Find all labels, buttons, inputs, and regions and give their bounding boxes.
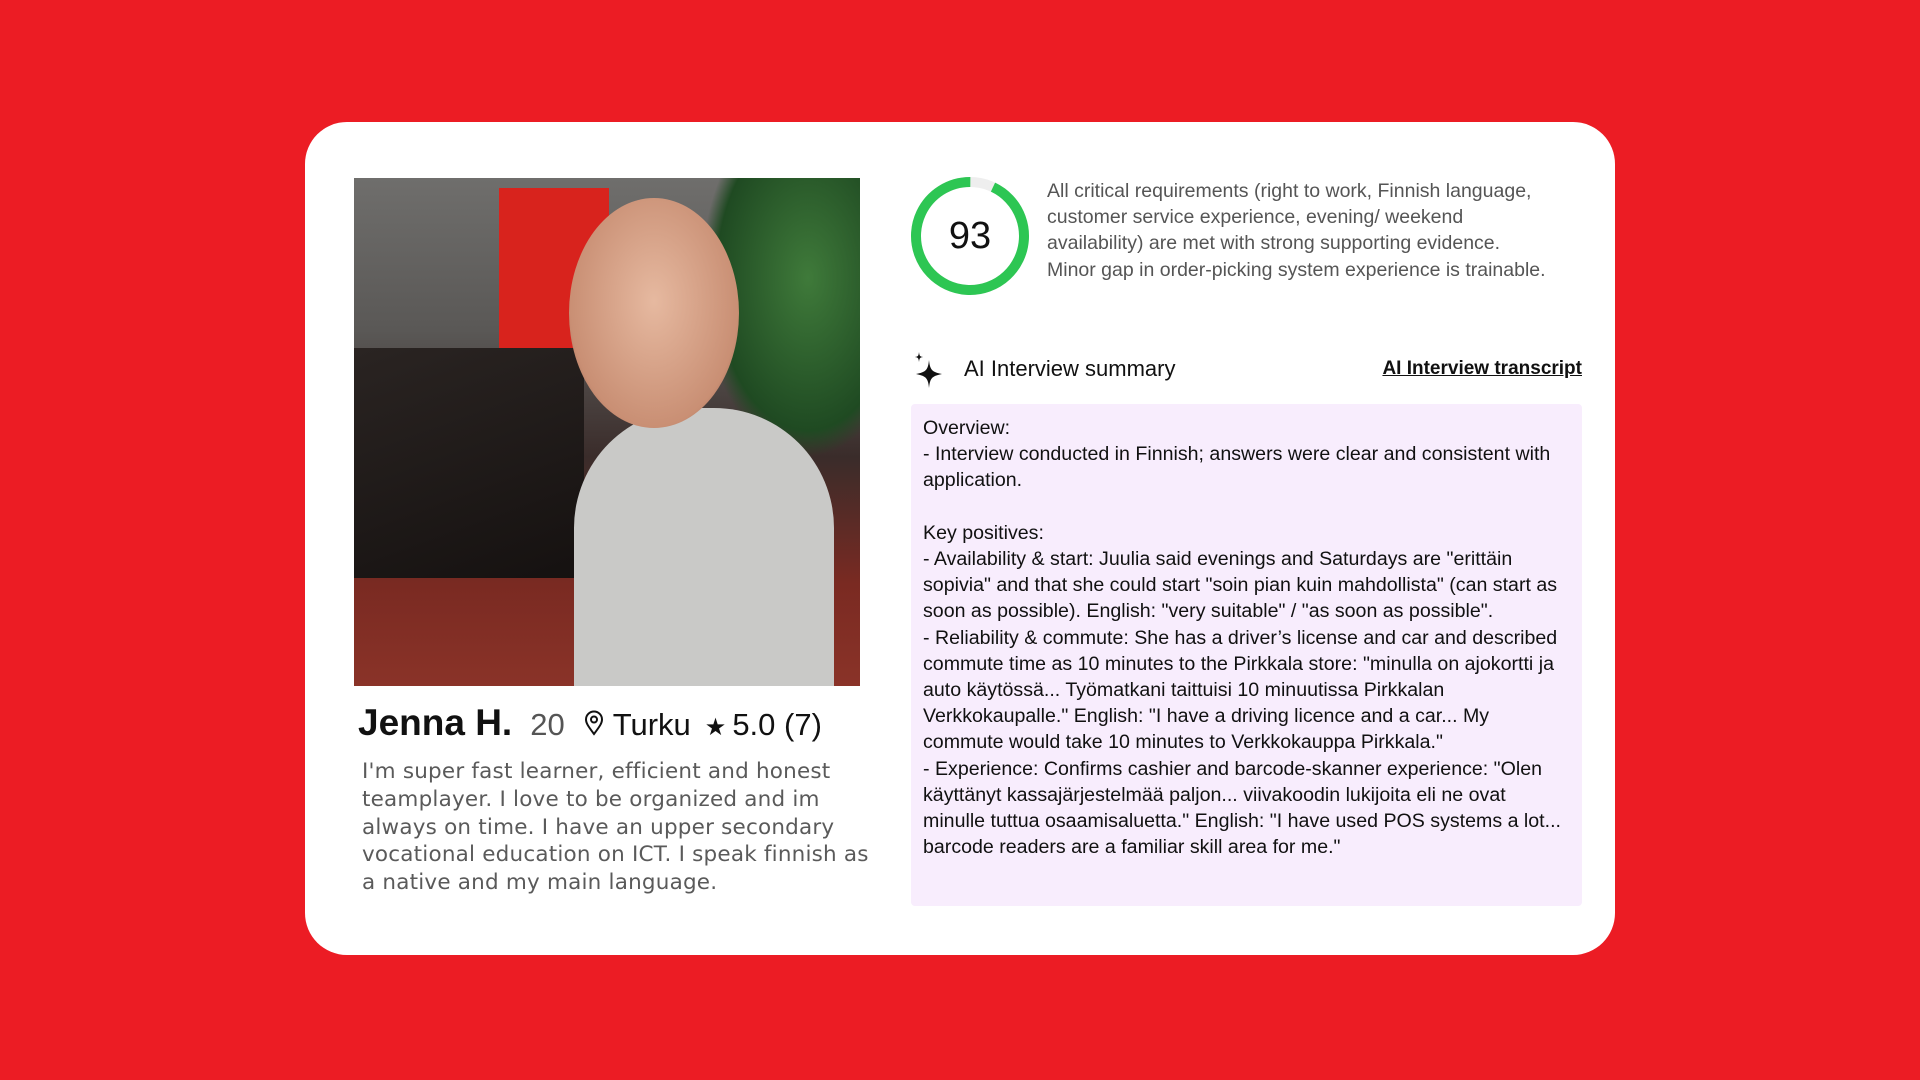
sparkle-icon xyxy=(912,352,946,388)
candidate-age: 20 xyxy=(530,707,565,742)
candidate-photo xyxy=(354,178,860,686)
location-pin-icon xyxy=(583,710,605,736)
ai-summary-header xyxy=(912,350,1582,386)
candidate-bio: I'm super fast learner, efficient and honest teamplayer. I love to be organized and im always on time. I have an upper secondary vocational education on ICT. I speak finnish as a native and my main language. xyxy=(362,759,869,896)
match-score: 93 xyxy=(948,214,992,257)
match-reason: All critical requirements (right to work, Finnish language, customer service experience, evening/ weekend availability) are met with strong supporting evidence. Minor gap in order-picking system experience is trainable. xyxy=(1047,180,1546,281)
candidate-rating: 5.0 (7) xyxy=(732,707,822,742)
candidate-header xyxy=(358,702,822,744)
candidate-location: Turku xyxy=(612,707,691,742)
candidate-name: Jenna H. xyxy=(358,702,513,743)
ai-summary-title: AI Interview summary xyxy=(964,356,1176,381)
ai-transcript-link[interactable]: AI Interview transcript xyxy=(1382,358,1582,379)
star-icon: ★ xyxy=(704,714,727,741)
ai-summary-text: Overview: - Interview conducted in Finnish; answers were clear and consistent with application. Key positives: - Availability & start: Juulia said evenings and Saturdays are "erittäin sopivia" and that she could start "soin pian kuin mahdollista" (can start as soon as possible). English: "very suitable" / "as soon as possible". - Reliability & commute: She has a driver’s license and car and described commute time as 10 minutes to the Pirkkala store: "minulla on ajokortti ja auto käytössä... Työmatkani taittuisi 10 minuutissa Pirkkalan Verkkokaupalle." English: "I have a driving licence and a car... My commute would take 10 minutes to Verkkokauppa Pirkkala." - Experience: Confirms cashier and barcode-skanner experience: "Olen käyttänyt kassajärjestelmää paljon... viivakoodin lukijoita eli ne ovat minulle tuttua osaamisaluetta." English: "I have used POS systems a lot... barcode readers are a familiar skill area for me." xyxy=(911,404,1582,906)
